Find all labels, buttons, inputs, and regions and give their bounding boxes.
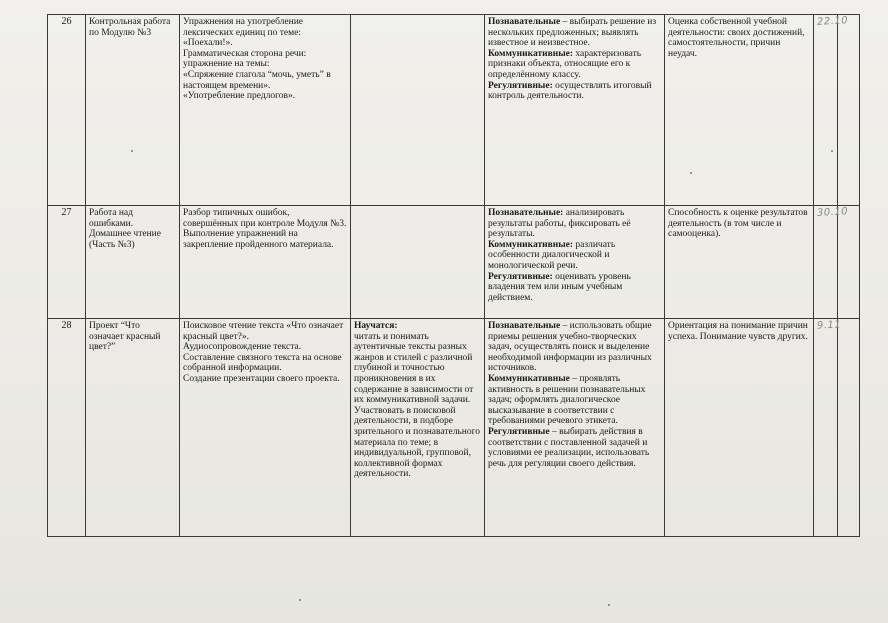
empty-cell bbox=[838, 15, 860, 206]
subject-results: Научатся: читать и понимать аутентичные тексты разных жанров и стилей с различной глубиной и точностью проникновения в их содержание в зависимости от их коммуникативной задачи. Участвовать в поисковой деятельности, в подборе зрительного и познавательного материала по теме; в индивидуальной, групповой, коллективной формах деятельности. bbox=[351, 319, 485, 537]
empty-cell bbox=[838, 319, 860, 537]
lesson-number: 27 bbox=[48, 206, 86, 319]
scan-speck bbox=[608, 604, 610, 606]
lesson-content: Поисковое чтение текста «Что означает красный цвет?». Аудиосопровождение текста. Составление связного текста на основе собранной информации. Создание презентации своего проекта. bbox=[180, 319, 351, 537]
lesson-topic: Проект “Что означает красный цвет?” bbox=[86, 319, 180, 537]
lesson-content: Упражнения на употребление лексических единиц по теме: «Поехали!». Грамматическая сторона речи: упражнение на темы: «Спряжение глагола “мочь, уметь” в настоящем времени». «Употребление предлогов». bbox=[180, 15, 351, 206]
lesson-number: 28 bbox=[48, 319, 86, 537]
personal-results: Способность к оценке результатов деятельность (в том числе и самооценка). bbox=[665, 206, 814, 319]
scan-speck bbox=[131, 150, 133, 152]
lesson-content: Разбор типичных ошибок, совершённых при контроле Модуля №3. Выполнение упражнений на закрепление пройденного материала. bbox=[180, 206, 351, 319]
lesson-date: 30.10 bbox=[814, 206, 838, 319]
lesson-topic: Работа над ошибками. Домашнее чтение (Часть №3) bbox=[86, 206, 180, 319]
lesson-topic: Контрольная работа по Модулю №3 bbox=[86, 15, 180, 206]
uud-results: Познавательные – выбирать решение из нескольких предложенных; выявлять известное и неизвестное. Коммуникативные: характеризовать признаки объекта, относящие его к определённому классу. Регулятивные: осуществлять итоговый контроль деятельности. bbox=[485, 15, 665, 206]
uud-results: Познавательные: анализировать результаты работы, фиксировать её результаты. Коммуникативные: различать особенности диалогической и монологической речи. Регулятивные: оценивать уровень владения тем или иным учебным действием. bbox=[485, 206, 665, 319]
scan-speck bbox=[831, 150, 833, 152]
scan-speck bbox=[299, 599, 301, 601]
subject-results bbox=[351, 206, 485, 319]
personal-results: Оценка собственной учебной деятельности: своих достижений, самостоятельности, причин неудач. bbox=[665, 15, 814, 206]
scan-speck bbox=[690, 172, 692, 174]
empty-cell bbox=[838, 206, 860, 319]
table-row bbox=[48, 15, 860, 206]
lesson-date: 22.10 bbox=[814, 15, 838, 206]
table-row bbox=[48, 319, 860, 537]
lesson-plan-table bbox=[47, 14, 860, 537]
lesson-date: 9.11 bbox=[814, 319, 838, 537]
uud-results: Познавательные – использовать общие приемы решения учебно-творческих задач, осуществлять поиск и выделение необходимой информации из различных источников. Коммуникативные – проявлять активность в решении познавательных задач; оформлять диалогическое высказывание в соответствии с требованиями речевого этикета. Регулятивные – выбирать действия в соответствии с поставленной задачей и условиями ее реализации, использовать речь для регуляции своего действия. bbox=[485, 319, 665, 537]
personal-results: Ориентация на понимание причин успеха. Понимание чувств других. bbox=[665, 319, 814, 537]
table-row bbox=[48, 206, 860, 319]
lesson-number: 26 bbox=[48, 15, 86, 206]
subject-results bbox=[351, 15, 485, 206]
